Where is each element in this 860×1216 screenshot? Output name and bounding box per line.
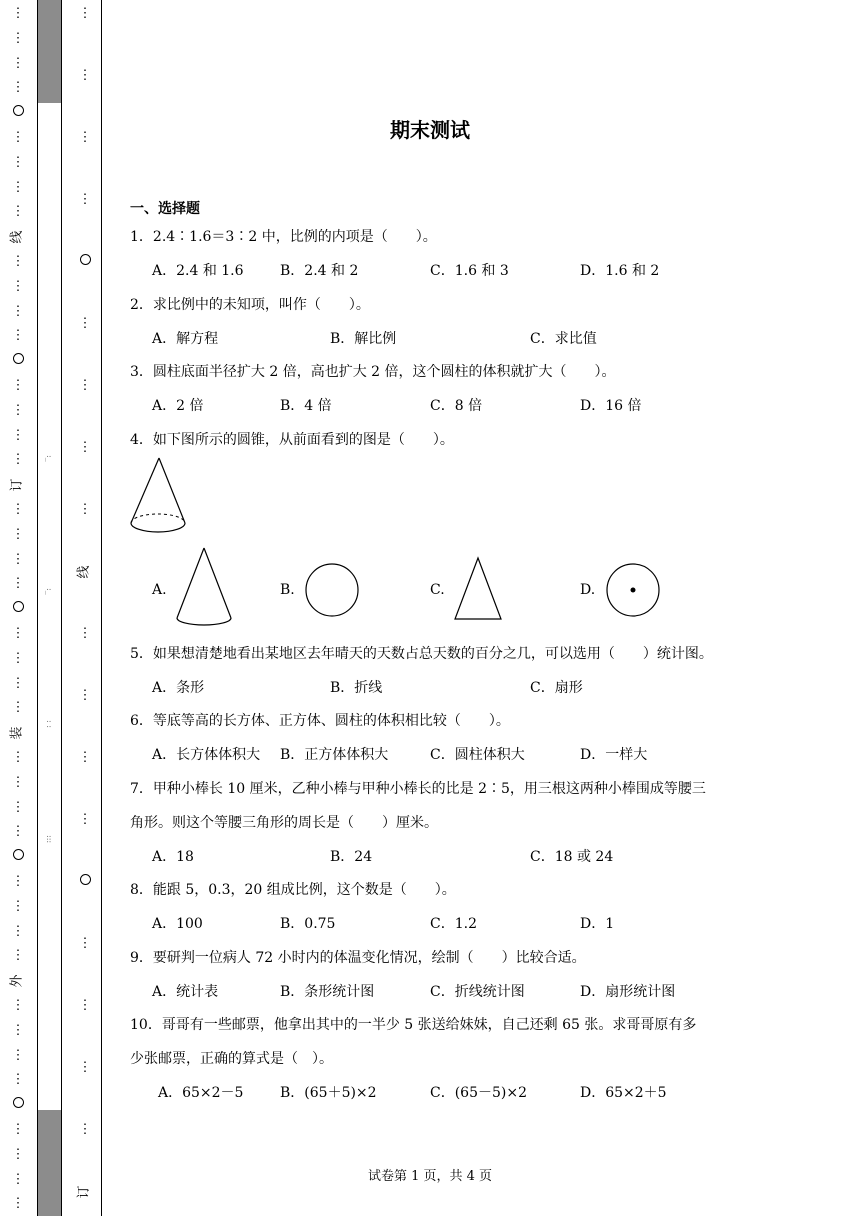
seal-dots-icon: ⋮ bbox=[11, 6, 25, 21]
seal-circle-icon bbox=[10, 105, 26, 121]
seal-dots-icon: ⋮ bbox=[78, 316, 92, 331]
question-5-option-a: A．条形 bbox=[152, 680, 205, 696]
seal-circle-icon bbox=[77, 874, 93, 890]
seal-dots-icon: ⋮ bbox=[78, 1122, 92, 1137]
seal-dots-icon: ⋮ bbox=[11, 924, 25, 939]
seal-dots-icon: ⋮ bbox=[78, 378, 92, 393]
question-9-option-b: B．条形统计图 bbox=[280, 984, 375, 1000]
cone-figure bbox=[128, 455, 190, 541]
seal-dots-icon: ⋮ bbox=[11, 527, 25, 542]
seal-dots-icon: ⋮ bbox=[78, 1060, 92, 1075]
question-5-option-c: C．扇形 bbox=[530, 680, 583, 696]
seal-dots-icon: ⋮ bbox=[11, 328, 25, 343]
question-8-option-b: B．0.75 bbox=[280, 916, 336, 932]
seal-circle-icon bbox=[10, 353, 26, 369]
seal-char bbox=[10, 229, 26, 245]
seal-dots-icon: ⋮ bbox=[11, 254, 25, 269]
seal-dots-icon: ⋮ bbox=[11, 948, 25, 963]
seal-dots-icon: ⋮ bbox=[78, 6, 92, 21]
seal-dots-icon: ⋮ bbox=[11, 899, 25, 914]
question-6-option-b: B．正方体体积大 bbox=[280, 747, 389, 763]
question-2-option-a: A．解方程 bbox=[152, 331, 219, 347]
margin-rule bbox=[101, 0, 102, 1216]
question-2-stem: 2．求比例中的未知项，叫作（ ）。 bbox=[130, 297, 370, 313]
question-8-option-d: D．1 bbox=[580, 916, 615, 932]
seal-dots-icon: ⋮ bbox=[11, 1023, 25, 1038]
seal-char-text: 订 bbox=[9, 478, 25, 492]
seal-dots-icon: ⋮ bbox=[78, 688, 92, 703]
question-1-option-a: A．2.4 和 1.6 bbox=[152, 263, 244, 279]
question-5-option-b: B．折线 bbox=[330, 680, 383, 696]
seal-dots-icon: ⋮ bbox=[78, 750, 92, 765]
option-d-circle-dot-figure bbox=[604, 562, 662, 618]
seal-circle-icon bbox=[77, 254, 93, 270]
option-a-cone-figure bbox=[174, 546, 234, 628]
faint-field-mark: ::: bbox=[45, 835, 54, 844]
question-4-stem: 4．如下图所示的圆锥，从前面看到的图是（ ）。 bbox=[130, 432, 454, 448]
question-8-stem: 8．能跟 5，0.3，20 组成比例，这个数是（ ）。 bbox=[130, 882, 456, 898]
outer-seal-column bbox=[0, 0, 36, 1216]
question-8-option-c: C．1.2 bbox=[430, 916, 477, 932]
question-10-option-d: D．65×2＋5 bbox=[580, 1085, 667, 1101]
seal-dots-icon: ⋮ bbox=[11, 428, 25, 443]
inner-seal-column bbox=[70, 0, 100, 1216]
question-7-option-b: B．24 bbox=[330, 849, 373, 865]
seal-dots-icon: ⋮ bbox=[11, 1196, 25, 1211]
seal-dots-icon: ⋮ bbox=[11, 626, 25, 641]
question-4-option-a: A. bbox=[152, 582, 167, 598]
option-b-circle-figure bbox=[303, 562, 361, 618]
question-5-stem: 5．如果想清楚地看出某地区去年晴天的天数占总天数的百分之几，可以选用（ ）统计图。 bbox=[130, 646, 713, 662]
seal-dots-icon: ⋮ bbox=[78, 626, 92, 641]
seal-char bbox=[77, 1184, 93, 1200]
seal-circle-icon bbox=[10, 601, 26, 617]
faint-field-mark: :_ bbox=[45, 588, 54, 595]
seal-dots-icon: ⋮ bbox=[78, 998, 92, 1013]
seal-char bbox=[77, 564, 93, 580]
seal-dots-icon: ⋮ bbox=[11, 750, 25, 765]
question-10-stem-line-1: 10．哥哥有一些邮票，他拿出其中的一半少 5 张送给妹妹，自己还剩 65 张。求哥哥原有多 bbox=[130, 1017, 697, 1033]
question-3-option-c: C．8 倍 bbox=[430, 398, 483, 414]
question-3-option-a: A．2 倍 bbox=[152, 398, 204, 414]
question-9-option-d: D．扇形统计图 bbox=[580, 984, 676, 1000]
question-9-stem: 9．要研判一位病人 72 小时内的体温变化情况，绘制（ ）比较合适。 bbox=[130, 950, 586, 966]
question-3-option-d: D．16 倍 bbox=[580, 398, 642, 414]
seal-dots-icon: ⋮ bbox=[11, 304, 25, 319]
page-footer: 试卷第 1 页，共 4 页 bbox=[367, 1169, 493, 1184]
seal-band bbox=[37, 0, 62, 1216]
seal-circle-icon bbox=[10, 849, 26, 865]
seal-dots-icon: ⋮ bbox=[11, 56, 25, 71]
seal-dots-icon: ⋮ bbox=[78, 936, 92, 951]
question-6-option-a: A．长方体体积大 bbox=[152, 747, 261, 763]
question-3-stem: 3．圆柱底面半径扩大 2 倍，高也扩大 2 倍，这个圆柱的体积就扩大（ ）。 bbox=[130, 364, 616, 380]
question-7-stem-line-1: 7．甲种小棒长 10 厘米，乙种小棒与甲种小棒长的比是 2∶5，用三根这两种小棒围成等腰三 bbox=[130, 781, 706, 797]
seal-char bbox=[10, 477, 26, 493]
seal-dots-icon: ⋮ bbox=[11, 204, 25, 219]
seal-dots-icon: ⋮ bbox=[78, 130, 92, 145]
seal-dots-icon: ⋮ bbox=[78, 68, 92, 83]
seal-dots-icon: ⋮ bbox=[11, 874, 25, 889]
question-2-option-c: C．求比值 bbox=[530, 331, 597, 347]
seal-dots-icon: ⋮ bbox=[11, 180, 25, 195]
seal-dots-icon: ⋮ bbox=[11, 700, 25, 715]
seal-dots-icon: ⋮ bbox=[11, 800, 25, 815]
question-1-option-b: B．2.4 和 2 bbox=[280, 263, 359, 279]
question-10-option-b: B．(65＋5)×2 bbox=[280, 1085, 377, 1101]
faint-field-mark: : : bbox=[45, 720, 54, 728]
seal-dots-icon: ⋮ bbox=[11, 279, 25, 294]
question-9-option-c: C．折线统计图 bbox=[430, 984, 525, 1000]
question-8-option-a: A．100 bbox=[152, 916, 203, 932]
seal-dots-icon: ⋮ bbox=[11, 576, 25, 591]
seal-dots-icon: ⋮ bbox=[11, 502, 25, 517]
question-6-option-d: D．一样大 bbox=[580, 747, 648, 763]
question-7-option-c: C．18 或 24 bbox=[530, 849, 614, 865]
question-1-option-d: D．1.6 和 2 bbox=[580, 263, 660, 279]
question-10-stem-line-2: 少张邮票，正确的算式是（ ）。 bbox=[130, 1051, 333, 1067]
seal-circle-icon bbox=[10, 1097, 26, 1113]
seal-dots-icon: ⋮ bbox=[11, 378, 25, 393]
question-4-option-d: D. bbox=[580, 582, 596, 598]
seal-dots-icon: ⋮ bbox=[11, 130, 25, 145]
question-4-option-b: B. bbox=[280, 582, 295, 598]
seal-dots-icon: ⋮ bbox=[11, 1048, 25, 1063]
seal-band-top bbox=[38, 0, 61, 103]
seal-char-text: 线 bbox=[76, 565, 92, 579]
seal-dots-icon: ⋮ bbox=[78, 502, 92, 517]
seal-char bbox=[10, 725, 26, 741]
seal-dots-icon: ⋮ bbox=[11, 552, 25, 567]
seal-dots-icon: ⋮ bbox=[78, 812, 92, 827]
question-1-option-c: C．1.6 和 3 bbox=[430, 263, 509, 279]
seal-dots-icon: ⋮ bbox=[11, 1072, 25, 1087]
seal-dots-icon: ⋮ bbox=[11, 651, 25, 666]
seal-dots-icon: ⋮ bbox=[78, 192, 92, 207]
seal-char-text: 线 bbox=[9, 230, 25, 244]
seal-dots-icon: ⋮ bbox=[11, 1147, 25, 1162]
question-1-stem: 1．2.4∶1.6＝3∶2 中，比例的内项是（ ）。 bbox=[130, 229, 437, 245]
question-7-option-a: A．18 bbox=[152, 849, 194, 865]
seal-dots-icon: ⋮ bbox=[78, 440, 92, 455]
binding-margin bbox=[0, 0, 105, 1216]
seal-dots-icon: ⋮ bbox=[11, 31, 25, 46]
seal-char-text: 装 bbox=[9, 726, 25, 740]
seal-char-text: 订 bbox=[76, 1185, 92, 1199]
seal-dots-icon: ⋮ bbox=[11, 452, 25, 467]
seal-dots-icon: ⋮ bbox=[11, 998, 25, 1013]
seal-dots-icon: ⋮ bbox=[11, 80, 25, 95]
seal-char-text: 外 bbox=[9, 974, 25, 988]
question-4-option-c: C. bbox=[430, 582, 445, 598]
seal-char bbox=[10, 973, 26, 989]
seal-dots-icon: ⋮ bbox=[11, 676, 25, 691]
faint-field-mark: :_ bbox=[45, 455, 54, 462]
seal-dots-icon: ⋮ bbox=[11, 824, 25, 839]
seal-dots-icon: ⋮ bbox=[11, 403, 25, 418]
seal-dots-icon: ⋮ bbox=[11, 775, 25, 790]
option-c-triangle-figure bbox=[452, 556, 504, 622]
question-9-option-a: A．统计表 bbox=[152, 984, 219, 1000]
section-heading: 一、选择题 bbox=[130, 201, 200, 217]
question-2-option-b: B．解比例 bbox=[330, 331, 397, 347]
seal-dots-icon: ⋮ bbox=[11, 1172, 25, 1187]
seal-dots-icon: ⋮ bbox=[11, 155, 25, 170]
question-7-stem-line-2: 角形。则这个等腰三角形的周长是（ ）厘米。 bbox=[130, 815, 438, 831]
page-title: 期末测试 bbox=[390, 118, 470, 142]
seal-band-bottom bbox=[38, 1110, 61, 1216]
question-10-option-a: A．65×2－5 bbox=[158, 1085, 244, 1101]
seal-dots-icon: ⋮ bbox=[11, 1122, 25, 1137]
question-3-option-b: B．4 倍 bbox=[280, 398, 332, 414]
question-10-option-c: C．(65－5)×2 bbox=[430, 1085, 527, 1101]
question-6-stem: 6．等底等高的长方体、正方体、圆柱的体积相比较（ ）。 bbox=[130, 713, 510, 729]
question-6-option-c: C．圆柱体积大 bbox=[430, 747, 525, 763]
